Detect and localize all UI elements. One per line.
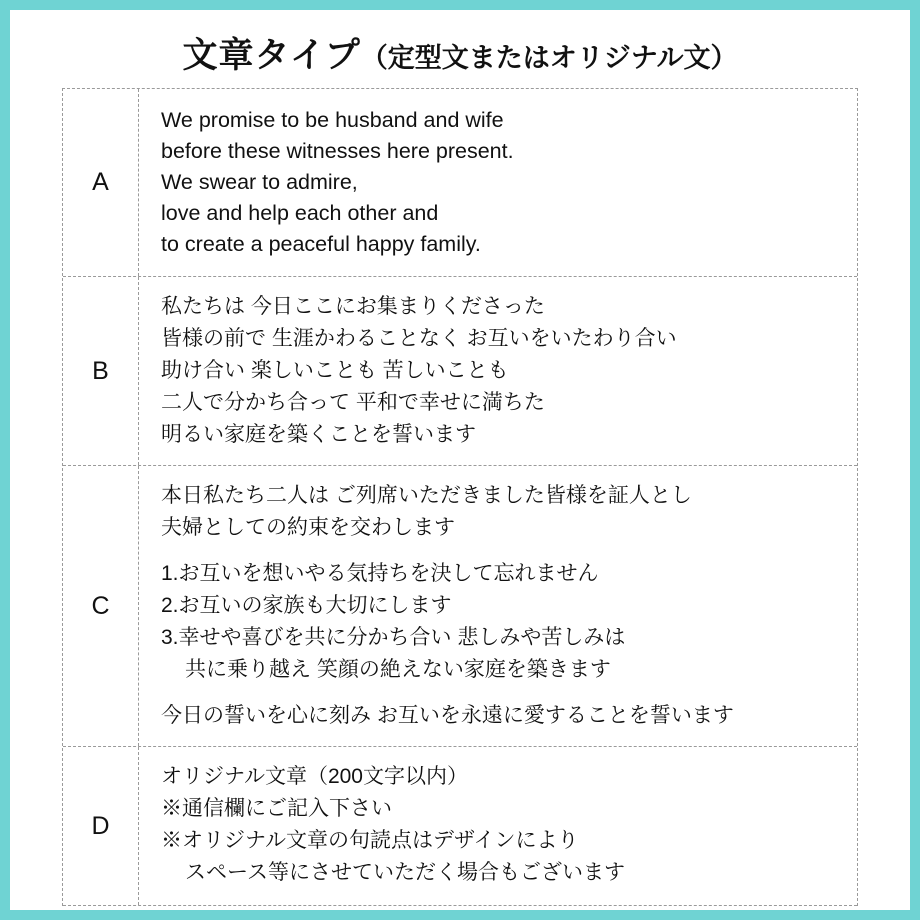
page-title [10,10,910,88]
row-body-a [139,89,857,276]
text-line: 2.お互いの家族も大切にします [161,594,452,617]
text-line: 共に乗り越え 笑顔の絶えない家庭を築きます [185,658,611,681]
row-label-b: B [63,277,139,465]
text-line: 今日の誓いを心に刻み お互いを永遠に愛することを誓います [161,704,734,727]
text-line: 助け合い 楽しいことも 苦しいことも [161,359,509,382]
text-line: 皆様の前で 生涯かわることなく お互いをいたわり合い [161,327,677,350]
text-line: ※オリジナル文章の句読点はデザインにより [161,829,579,852]
row-body-c [139,466,857,746]
table-row [63,747,857,906]
text-line: to create a peaceful happy family. [161,232,481,256]
row-label-a: A [63,89,139,276]
text-line: love and help each other and [161,201,439,225]
document-page [10,10,910,910]
text-line: We promise to be husband and wife [161,108,504,132]
page-title-sub: （定型文またはオリジナル文） [360,43,738,73]
text-line: 1.お互いを想いやる気持ちを決して忘れません [161,562,599,585]
row-body-b [139,277,857,465]
text-line: before these witnesses here present. [161,139,514,163]
text-line: スペース等にさせていただく場合もございます [185,861,625,884]
row-label-c: C [63,466,139,746]
text-line: 私たちは 今日ここにお集まりくださった [161,295,545,318]
text-type-table [62,88,858,906]
table-row [63,89,857,277]
table-row [63,277,857,466]
text-line: We swear to admire, [161,170,358,194]
row-body-d [139,747,857,905]
text-line: 明るい家庭を築くことを誓います [161,423,476,446]
row-label-d: D [63,747,139,905]
text-line: 二人で分かち合って 平和で幸せに満ちた [161,391,545,414]
text-line: 本日私たち二人は ご列席いただきました皆様を証人とし [161,484,692,507]
text-line: 夫婦としての約束を交わします [161,516,455,539]
table-row [63,466,857,747]
text-line: オリジナル文章（200文字以内） [161,765,468,788]
text-line: ※通信欄にご記入下さい [161,797,392,820]
page-title-main: 文章タイプ [182,36,361,75]
text-line: 3.幸せや喜びを共に分かち合い 悲しみや苦しみは [161,626,626,649]
